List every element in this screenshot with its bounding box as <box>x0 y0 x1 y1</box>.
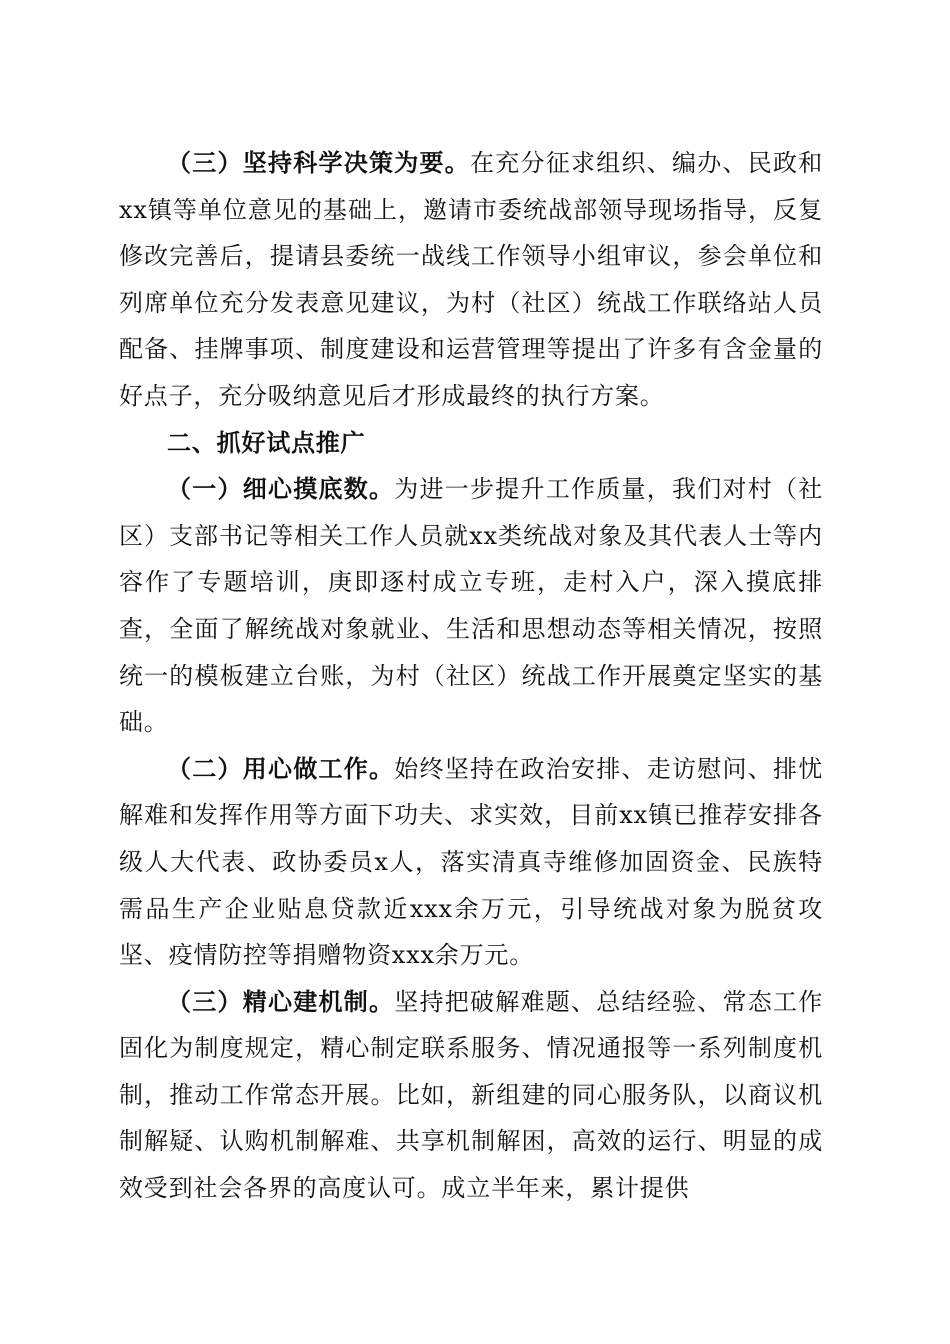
paragraph-lead: （二）用心做工作。 <box>167 753 395 783</box>
paragraph-lead: （一）细心摸底数。 <box>167 474 395 504</box>
paragraph-text: 始终坚持在政治安排、走访慰问、排忧解难和发挥作用等方面下功夫、求实效，目前xx镇已推荐安排各级人大代表、政协委员x人，落实清真寺维修加固资金、民族特需品生产企业贴息贷款近xxx余万元，引导统战对象为脱贫攻坚、疫情防控等捐赠物资xxx余万元。 <box>119 754 823 970</box>
paragraph-text: 为进一步提升工作质量，我们对村（社区）支部书记等相关工作人员就xx类统战对象及其代表人士等内容作了专题培训，庚即逐村成立专班，走村入户，深入摸底排查，全面了解统战对象就业、生活和思想动态等相关情况，按照统一的模板建立台账，为村（社区）统战工作开展奠定坚实的基础。 <box>119 475 823 737</box>
paragraph-baseline-survey <box>119 466 823 746</box>
section-heading-pilot-promotion: 二、抓好试点推广 <box>167 427 366 457</box>
document-body <box>119 140 823 1212</box>
paragraph-mechanism-building <box>119 979 823 1212</box>
paragraph-lead: （三）精心建机制。 <box>167 986 395 1016</box>
paragraph-work-effort <box>119 746 823 979</box>
paragraph-decision-making <box>119 140 823 420</box>
paragraph-text: 在充分征求组织、编办、民政和xx镇等单位意见的基础上，邀请市委统战部领导现场指导，反复修改完善后，提请县委统一战线工作领导小组审议，参会单位和列席单位充分发表意见建议，为村（社区）统战工作联络站人员配备、挂牌事项、制度建设和运营管理等提出了许多有含金量的好点子，充分吸纳意见后才形成最终的执行方案。 <box>119 149 824 410</box>
paragraph-lead: （三）坚持科学决策为要。 <box>167 148 470 177</box>
paragraph-text: 坚持把破解难题、总结经验、常态工作固化为制度规定，精心制定联系服务、情况通报等一系列制度机制，推动工作常态开展。比如，新组建的同心服务队，以商议机制解疑、认购机制解难、共享机制解困，高效的运行、明显的成效受到社会各界的高度认可。成立半年来，累计提供 <box>119 987 823 1203</box>
